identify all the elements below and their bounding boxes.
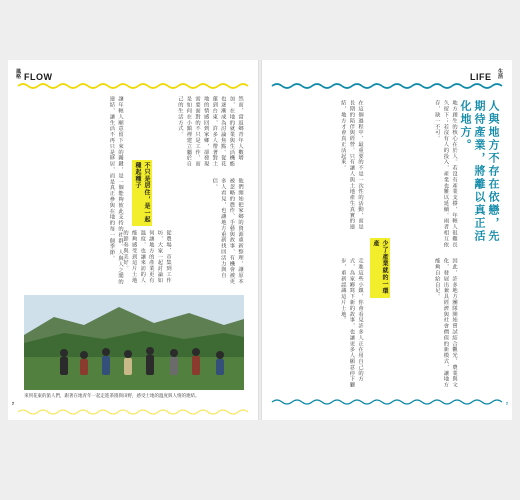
right-section-cn: 生活	[498, 69, 504, 80]
left-section-cn: 風格	[16, 69, 22, 80]
wave-divider-icon	[18, 82, 248, 90]
right-column-d: 走進這些小鎮，你會看見許多人正在用自己的方式，為家鄉寫下新的故事，也讓更多人願意停下腳步，重新認識這片土地。	[339, 258, 363, 388]
spine-mark-icon: ⸗	[506, 400, 508, 407]
left-column-c: 讓年輕人願意留下來的關鍵，是一個能夠彼此支持的社群。人與人之間的連結，讓生活不再只是移居，而是真正參與在地的每一個季節。	[108, 96, 123, 285]
field-visit-photo	[24, 295, 244, 390]
left-highlight-heading: 不只是居住，是一起種起種子	[132, 160, 152, 226]
photo-caption: 來到花東的旅人們，跟著在地青年一起走進茶園與田野，感受土地的溫度與人情的連結。	[24, 394, 200, 399]
wave-divider-icon	[272, 82, 502, 90]
right-highlight-heading: 少了產業就的一環產	[370, 238, 390, 298]
left-section-label: FLOW	[24, 72, 53, 82]
right-column-a: 地方創生的核心在於人。若沒有產業支撐，年輕人很難長久留下；若沒有人的投入，產業也難以延續。兩者相互依存，缺一不可。	[433, 100, 457, 248]
field-visit-photo-illustration	[24, 295, 244, 390]
right-page	[262, 60, 512, 420]
bottom-wave-divider-icon	[272, 398, 502, 406]
right-section-label: LIFE	[470, 72, 492, 82]
right-column-c: 在這個過程中，最重要的不是一次性的活動，而是長期的陪伴與經營。只有讓人與土地產生真實的連結，地方才會真正活起來。	[339, 100, 363, 230]
right-column-b: 因此，許多地方團隊開始嘗試結合觀光、農業與文化，發展出兼具經濟與社會價值的新模式，讓地方能夠自給自足。	[433, 258, 457, 388]
spine-mark-icon: ⸗	[12, 400, 14, 407]
left-page	[8, 60, 258, 420]
pull-quote: 人與地方不存在依戀，先期待產業，將離以真正活化地方。	[459, 100, 500, 243]
bottom-wave-divider-icon	[18, 408, 248, 416]
left-column-b: 他們開始把家鄉的資源重新整理，讓原本被忽略的農作、手藝與故事，有機會被更多人看見，也讓地方重新找回活力與自信。	[211, 178, 243, 285]
left-column-d: 從農場、市集到工作坊，大家一起討論如何讓地方的產業更有溫度，也讓來訪的人能夠感受到這片土地的節奏與美好。	[122, 230, 171, 284]
left-column-a: 然而，當返鄉青年人數增加，在地的就業與生活機能也逐漸成為討論焦點。從花蓮到台東，許多人帶著對土地的情感回到家鄉，卻發現需要面對的不只是工作，而是如何在小鎮裡建立屬於自己的生活方式。	[176, 96, 243, 167]
book-spread	[8, 60, 512, 420]
